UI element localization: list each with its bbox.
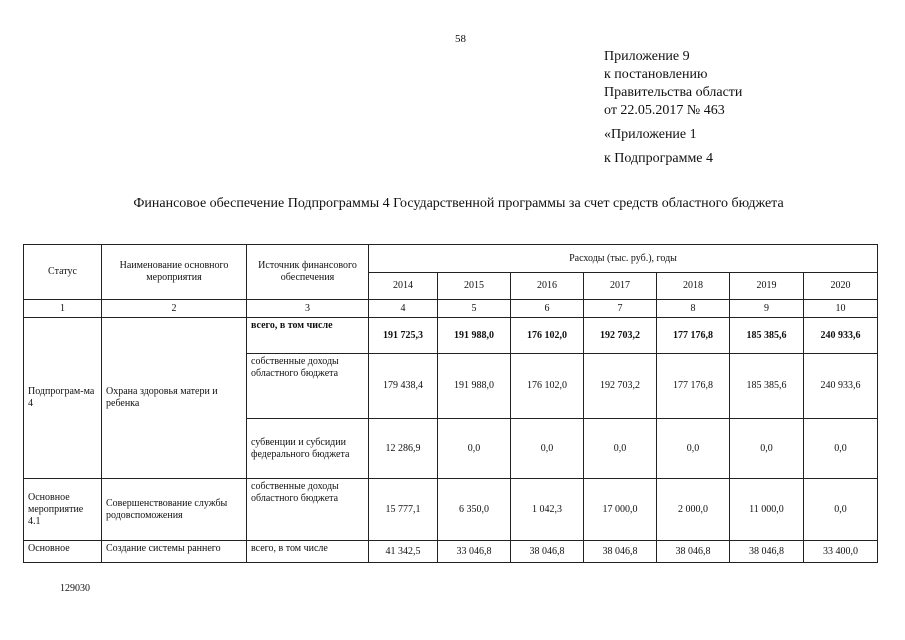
value-cell: 0,0 [657, 419, 730, 479]
value-cell: 240 933,6 [804, 318, 878, 354]
table-row [24, 318, 878, 354]
value-cell: 6 350,0 [438, 479, 511, 541]
column-number: 8 [657, 300, 730, 318]
column-number: 3 [247, 300, 369, 318]
value-cell: 2 000,0 [657, 479, 730, 541]
header-year: 2015 [438, 273, 511, 300]
name-cell: Охрана здоровья матери и ребенка [102, 318, 247, 479]
source-cell: субвенции и субсидии федерального бюджета [247, 419, 369, 479]
value-cell: 185 385,6 [730, 318, 804, 354]
value-cell: 12 286,9 [369, 419, 438, 479]
source-cell: всего, в том числе [247, 318, 369, 354]
value-cell: 179 438,4 [369, 354, 438, 419]
page-number: 58 [455, 33, 466, 45]
appendix-line: Приложение 9 [604, 49, 690, 64]
value-cell: 38 046,8 [657, 541, 730, 563]
table-row [24, 479, 878, 541]
header-status: Статус [24, 245, 102, 300]
value-cell: 41 342,5 [369, 541, 438, 563]
column-number: 1 [24, 300, 102, 318]
header-row [24, 245, 878, 273]
value-cell: 177 176,8 [657, 318, 730, 354]
value-cell: 33 046,8 [438, 541, 511, 563]
value-cell: 15 777,1 [369, 479, 438, 541]
column-number: 7 [584, 300, 657, 318]
value-cell: 0,0 [511, 419, 584, 479]
finance-table [23, 244, 878, 563]
header-expenses: Расходы (тыс. руб.), годы [369, 245, 878, 273]
column-number-row [24, 300, 878, 318]
value-cell: 191 988,0 [438, 354, 511, 419]
header-year: 2018 [657, 273, 730, 300]
status-cell: Основное мероприятие 4.1 [24, 479, 102, 541]
value-cell: 177 176,8 [657, 354, 730, 419]
value-cell: 191 725,3 [369, 318, 438, 354]
value-cell: 176 102,0 [511, 354, 584, 419]
source-cell: собственные доходы областного бюджета [247, 354, 369, 419]
appendix-line: «Приложение 1 [604, 127, 697, 142]
document-title: Финансовое обеспечение Подпрограммы 4 Государственной программы за счет средств областного бюджета [133, 196, 784, 211]
appendix-line: к постановлению [604, 67, 708, 82]
value-cell: 38 046,8 [511, 541, 584, 563]
appendix-line: Правительства области [604, 85, 743, 100]
header-name: Наименование основного мероприятия [102, 245, 247, 300]
value-cell: 185 385,6 [730, 354, 804, 419]
name-cell: Совершенствование службы родовспоможения [102, 479, 247, 541]
value-cell: 240 933,6 [804, 354, 878, 419]
value-cell: 191 988,0 [438, 318, 511, 354]
header-year: 2016 [511, 273, 584, 300]
value-cell: 0,0 [438, 419, 511, 479]
value-cell: 38 046,8 [584, 541, 657, 563]
column-number: 6 [511, 300, 584, 318]
header-source: Источник финансового обеспечения [247, 245, 369, 300]
column-number: 9 [730, 300, 804, 318]
column-number: 10 [804, 300, 878, 318]
header-year: 2017 [584, 273, 657, 300]
finance-table-wrapper [23, 244, 878, 563]
footer-code: 129030 [60, 583, 90, 594]
value-cell: 192 703,2 [584, 354, 657, 419]
value-cell: 1 042,3 [511, 479, 584, 541]
value-cell: 0,0 [730, 419, 804, 479]
column-number: 2 [102, 300, 247, 318]
value-cell: 0,0 [804, 479, 878, 541]
value-cell: 17 000,0 [584, 479, 657, 541]
header-year: 2014 [369, 273, 438, 300]
value-cell: 0,0 [584, 419, 657, 479]
value-cell: 176 102,0 [511, 318, 584, 354]
value-cell: 0,0 [804, 419, 878, 479]
appendix-line: от 22.05.2017 № 463 [604, 103, 725, 118]
value-cell: 33 400,0 [804, 541, 878, 563]
source-cell: всего, в том числе [247, 541, 369, 563]
table-row [24, 541, 878, 563]
name-cell: Создание системы раннего [102, 541, 247, 563]
source-cell: собственные доходы областного бюджета [247, 479, 369, 541]
status-cell: Подпрограм-ма 4 [24, 318, 102, 479]
status-cell: Основное [24, 541, 102, 563]
header-year: 2020 [804, 273, 878, 300]
header-year: 2019 [730, 273, 804, 300]
value-cell: 11 000,0 [730, 479, 804, 541]
value-cell: 38 046,8 [730, 541, 804, 563]
column-number: 4 [369, 300, 438, 318]
appendix-block [604, 48, 742, 168]
value-cell: 192 703,2 [584, 318, 657, 354]
column-number: 5 [438, 300, 511, 318]
appendix-line: к Подпрограмме 4 [604, 151, 714, 166]
